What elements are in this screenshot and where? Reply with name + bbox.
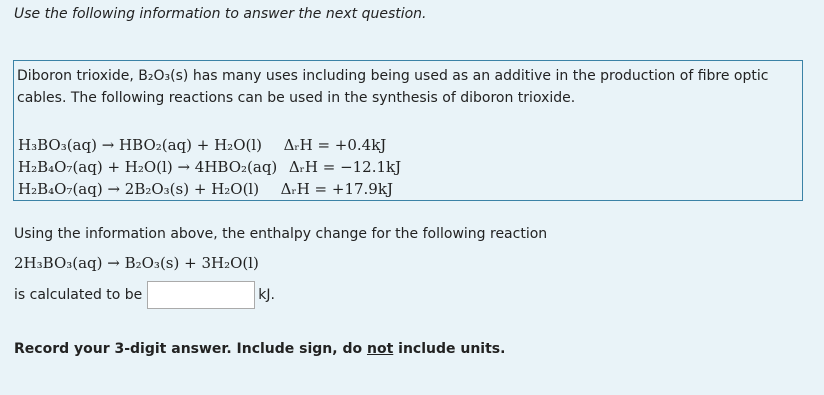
answer-prefix: is calculated to be bbox=[14, 287, 143, 303]
answer-unit: kJ. bbox=[258, 287, 275, 303]
reaction-equation: H₃BO₃(aq) → HBO₂(aq) + H₂O(l) bbox=[18, 136, 262, 154]
instruction-text bbox=[14, 341, 505, 357]
instruction-part2: include units. bbox=[393, 341, 506, 357]
question-prompt: Using the information above, the enthalpy change for the following reaction bbox=[14, 226, 548, 242]
reaction-3 bbox=[18, 178, 401, 200]
reaction-list bbox=[18, 134, 401, 200]
reaction-equation: H₂B₄O₇(aq) + H₂O(l) → 4HBO₂(aq) bbox=[18, 158, 278, 176]
reaction-2 bbox=[18, 156, 401, 178]
reaction-enthalpy: ΔᵣH = +0.4kJ bbox=[283, 136, 387, 154]
target-reaction: 2H₃BO₃(aq) → B₂O₃(s) + 3H₂O(l) bbox=[14, 254, 259, 272]
answer-row bbox=[14, 280, 275, 310]
reaction-enthalpy: ΔᵣH = −12.1kJ bbox=[288, 158, 402, 176]
instruction-part1: Record your 3-digit answer. Include sign, do bbox=[14, 341, 367, 357]
instruction-emphasis: not bbox=[366, 341, 394, 357]
intro-text: Use the following information to answer the next question. bbox=[14, 6, 427, 22]
answer-input[interactable] bbox=[147, 281, 255, 309]
info-box bbox=[13, 60, 803, 201]
reaction-equation: H₂B₄O₇(aq) → 2B₂O₃(s) + H₂O(l) bbox=[18, 180, 260, 198]
info-text: Diboron trioxide, B₂O₃(s) has many uses including being used as an additive in the production of fibre optic cables. The following reactions can be used in the synthesis of diboron trioxide. bbox=[17, 68, 769, 106]
reaction-1 bbox=[18, 134, 401, 156]
reaction-enthalpy: ΔᵣH = +17.9kJ bbox=[280, 180, 393, 198]
